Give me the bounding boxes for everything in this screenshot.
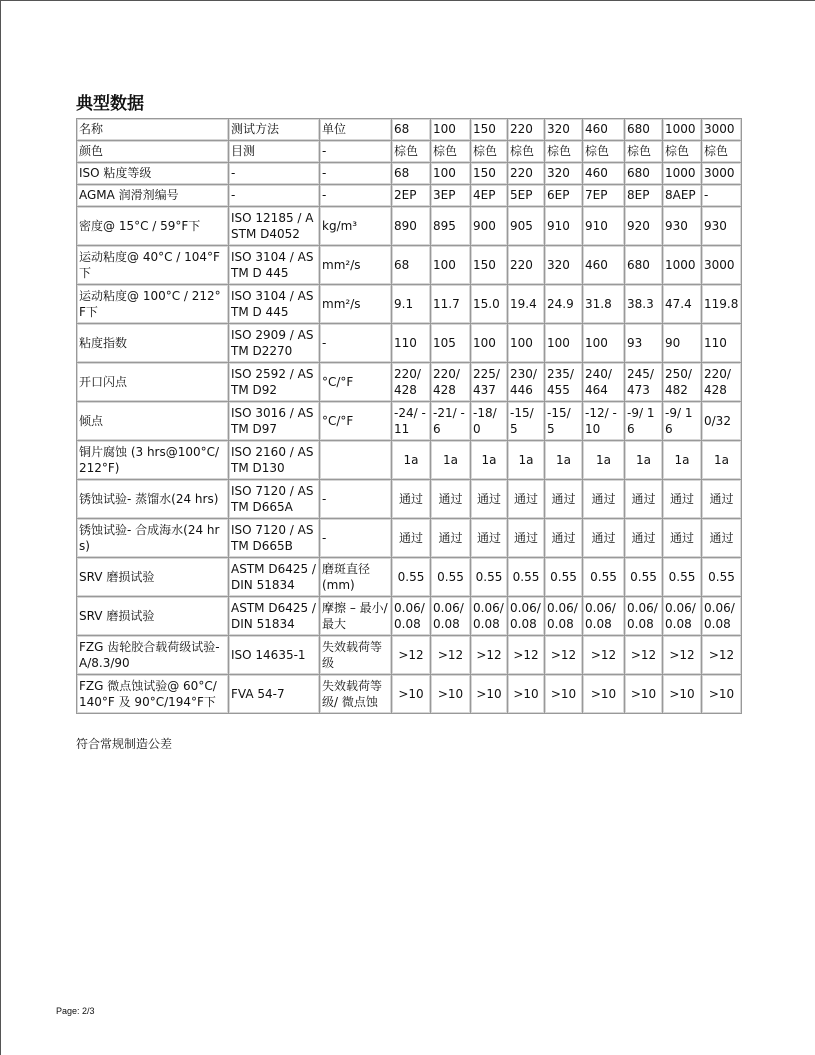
value-cell: 320	[545, 163, 583, 185]
table-row	[77, 558, 742, 597]
value-cell: 90	[663, 324, 702, 363]
value-cell: -15/ 5	[508, 402, 545, 441]
table-row	[77, 519, 742, 558]
value-cell: 930	[663, 207, 702, 246]
value-cell: 3000	[702, 246, 742, 285]
row-label-cell: 运动粘度@ 100°C / 212°F下	[77, 285, 229, 324]
value-cell: 0.55	[663, 558, 702, 597]
value-cell: -18/ 0	[471, 402, 508, 441]
value-cell: 895	[431, 207, 471, 246]
row-label-cell: SRV 磨损试验	[77, 597, 229, 636]
row-label-cell: 锈蚀试验- 合成海水(24 hrs)	[77, 519, 229, 558]
value-cell: 680	[625, 246, 663, 285]
unit-cell: °C/°F	[320, 363, 392, 402]
row-label-cell: AGMA 润滑剂编号	[77, 185, 229, 207]
value-cell: 通过	[625, 480, 663, 519]
value-cell: -12/ -10	[583, 402, 625, 441]
row-label-cell: 密度@ 15°C / 59°F下	[77, 207, 229, 246]
value-cell: 1a	[508, 441, 545, 480]
value-cell: 119.8	[702, 285, 742, 324]
row-label-cell: 运动粘度@ 40°C / 104°F下	[77, 246, 229, 285]
value-cell: 24.9	[545, 285, 583, 324]
test-method-cell: ISO 14635-1	[229, 636, 320, 675]
value-cell: 460	[583, 246, 625, 285]
value-cell: 150	[471, 119, 508, 141]
value-cell: 47.4	[663, 285, 702, 324]
unit-cell: -	[320, 185, 392, 207]
test-method-cell: ISO 2160 / ASTM D130	[229, 441, 320, 480]
value-cell: 1a	[431, 441, 471, 480]
value-cell: >12	[702, 636, 742, 675]
value-cell: 0.55	[508, 558, 545, 597]
value-cell: 0/32	[702, 402, 742, 441]
table-row	[77, 285, 742, 324]
value-cell: -21/ -6	[431, 402, 471, 441]
value-cell: 0.06/ 0.08	[471, 597, 508, 636]
table-row	[77, 363, 742, 402]
value-cell: 0.55	[583, 558, 625, 597]
value-cell: 通过	[471, 519, 508, 558]
value-cell: 100	[431, 246, 471, 285]
value-cell: 1a	[392, 441, 431, 480]
unit-cell: 单位	[320, 119, 392, 141]
test-method-cell: ISO 2592 / ASTM D92	[229, 363, 320, 402]
value-cell: >10	[545, 675, 583, 714]
value-cell: 100	[431, 163, 471, 185]
value-cell: 68	[392, 246, 431, 285]
value-cell: 棕色	[663, 141, 702, 163]
value-cell: 6EP	[545, 185, 583, 207]
value-cell: 通过	[583, 519, 625, 558]
test-method-cell: ISO 7120 / ASTM D665A	[229, 480, 320, 519]
row-label-cell: 开口闪点	[77, 363, 229, 402]
unit-cell: °C/°F	[320, 402, 392, 441]
table-row	[77, 441, 742, 480]
value-cell: >12	[545, 636, 583, 675]
value-cell: 1a	[471, 441, 508, 480]
value-cell: -24/ -11	[392, 402, 431, 441]
unit-cell: -	[320, 163, 392, 185]
value-cell: 通过	[702, 480, 742, 519]
value-cell: 100	[583, 324, 625, 363]
value-cell: >10	[583, 675, 625, 714]
unit-cell: -	[320, 480, 392, 519]
page-number: Page: 2/3	[56, 1006, 95, 1016]
value-cell: 棕色	[508, 141, 545, 163]
value-cell: 100	[545, 324, 583, 363]
table-row	[77, 185, 742, 207]
value-cell: >12	[431, 636, 471, 675]
value-cell: >12	[471, 636, 508, 675]
value-cell: 0.06/ 0.08	[392, 597, 431, 636]
value-cell: 通过	[702, 519, 742, 558]
value-cell: 920	[625, 207, 663, 246]
value-cell: 1000	[663, 119, 702, 141]
value-cell: 1a	[663, 441, 702, 480]
unit-cell: 磨斑直径 (mm)	[320, 558, 392, 597]
page-title: 典型数据	[76, 94, 144, 114]
unit-cell: 失效载荷等级	[320, 636, 392, 675]
unit-cell: 摩擦 – 最小/最大	[320, 597, 392, 636]
value-cell: 110	[702, 324, 742, 363]
value-cell: 150	[471, 246, 508, 285]
value-cell: 棕色	[392, 141, 431, 163]
unit-cell: kg/m³	[320, 207, 392, 246]
value-cell: 910	[545, 207, 583, 246]
value-cell: 105	[431, 324, 471, 363]
table-row	[77, 163, 742, 185]
value-cell: 38.3	[625, 285, 663, 324]
value-cell: 100	[508, 324, 545, 363]
value-cell: 2EP	[392, 185, 431, 207]
value-cell: 通过	[471, 480, 508, 519]
row-label-cell: ISO 粘度等级	[77, 163, 229, 185]
value-cell: 棕色	[545, 141, 583, 163]
value-cell: >12	[583, 636, 625, 675]
value-cell: 5EP	[508, 185, 545, 207]
value-cell: 0.55	[471, 558, 508, 597]
row-label-cell: 锈蚀试验- 蒸馏水(24 hrs)	[77, 480, 229, 519]
value-cell: 8AEP	[663, 185, 702, 207]
table-row	[77, 675, 742, 714]
value-cell: >12	[392, 636, 431, 675]
value-cell: 通过	[663, 480, 702, 519]
test-method-cell: ISO 3104 / ASTM D 445	[229, 285, 320, 324]
value-cell: 8EP	[625, 185, 663, 207]
value-cell: 9.1	[392, 285, 431, 324]
value-cell: >10	[625, 675, 663, 714]
value-cell: 4EP	[471, 185, 508, 207]
unit-cell	[320, 441, 392, 480]
value-cell: 680	[625, 163, 663, 185]
value-cell: 320	[545, 119, 583, 141]
row-label-cell: SRV 磨损试验	[77, 558, 229, 597]
value-cell: 7EP	[583, 185, 625, 207]
value-cell: 0.06/ 0.08	[583, 597, 625, 636]
test-method-cell: 测试方法	[229, 119, 320, 141]
value-cell: 110	[392, 324, 431, 363]
value-cell: 0.55	[625, 558, 663, 597]
value-cell: 3EP	[431, 185, 471, 207]
value-cell: 905	[508, 207, 545, 246]
value-cell: 220	[508, 163, 545, 185]
value-cell: -15/ 5	[545, 402, 583, 441]
value-cell: 通过	[545, 519, 583, 558]
value-cell: 15.0	[471, 285, 508, 324]
unit-cell: -	[320, 141, 392, 163]
value-cell: 100	[471, 324, 508, 363]
value-cell: 320	[545, 246, 583, 285]
value-cell: 930	[702, 207, 742, 246]
table-row	[77, 141, 742, 163]
value-cell: 通过	[392, 480, 431, 519]
unit-cell: -	[320, 324, 392, 363]
table-row	[77, 480, 742, 519]
table-row	[77, 324, 742, 363]
value-cell: 1a	[702, 441, 742, 480]
value-cell: 通过	[625, 519, 663, 558]
value-cell: 230/ 446	[508, 363, 545, 402]
value-cell: 0.06/ 0.08	[508, 597, 545, 636]
value-cell: 68	[392, 119, 431, 141]
value-cell: >10	[663, 675, 702, 714]
value-cell: 1000	[663, 246, 702, 285]
value-cell: 通过	[431, 519, 471, 558]
value-cell: 31.8	[583, 285, 625, 324]
value-cell: 460	[583, 163, 625, 185]
value-cell: 0.55	[545, 558, 583, 597]
test-method-cell: ISO 12185 / ASTM D4052	[229, 207, 320, 246]
test-method-cell: ISO 7120 / ASTM D665B	[229, 519, 320, 558]
value-cell: >12	[625, 636, 663, 675]
value-cell: 250/ 482	[663, 363, 702, 402]
value-cell: >12	[508, 636, 545, 675]
value-cell: 245/ 473	[625, 363, 663, 402]
test-method-cell: ISO 2909 / ASTM D2270	[229, 324, 320, 363]
value-cell: 890	[392, 207, 431, 246]
value-cell: 棕色	[702, 141, 742, 163]
value-cell: 900	[471, 207, 508, 246]
test-method-cell: ASTM D6425 / DIN 51834	[229, 558, 320, 597]
value-cell: 93	[625, 324, 663, 363]
value-cell: 棕色	[431, 141, 471, 163]
value-cell: 1a	[545, 441, 583, 480]
value-cell: 680	[625, 119, 663, 141]
table-row	[77, 597, 742, 636]
value-cell: 3000	[702, 119, 742, 141]
value-cell: 通过	[431, 480, 471, 519]
value-cell: 225/ 437	[471, 363, 508, 402]
value-cell: 0.06/ 0.08	[431, 597, 471, 636]
test-method-cell: 目测	[229, 141, 320, 163]
row-label-cell: FZG 微点蚀试验@ 60°C/ 140°F 及 90°C/194°F下	[77, 675, 229, 714]
value-cell: 0.06/ 0.08	[545, 597, 583, 636]
unit-cell: mm²/s	[320, 285, 392, 324]
test-method-cell: ISO 3016 / ASTM D97	[229, 402, 320, 441]
value-cell: 3000	[702, 163, 742, 185]
value-cell: 通过	[663, 519, 702, 558]
value-cell: 0.06/ 0.08	[702, 597, 742, 636]
table-row	[77, 636, 742, 675]
value-cell: >10	[431, 675, 471, 714]
value-cell: 通过	[583, 480, 625, 519]
value-cell: 1a	[625, 441, 663, 480]
test-method-cell: -	[229, 185, 320, 207]
value-cell: 0.55	[431, 558, 471, 597]
unit-cell: mm²/s	[320, 246, 392, 285]
page-border-left	[0, 0, 1, 1055]
row-label-cell: FZG 齿轮胶合载荷级试验-A/8.3/90	[77, 636, 229, 675]
page-border-top	[0, 0, 815, 1]
value-cell: -9/ 16	[625, 402, 663, 441]
tolerance-note: 符合常规制造公差	[76, 737, 173, 751]
value-cell: >10	[702, 675, 742, 714]
table-row	[77, 402, 742, 441]
test-method-cell: -	[229, 163, 320, 185]
value-cell: 0.55	[392, 558, 431, 597]
value-cell: >10	[508, 675, 545, 714]
value-cell: 220	[508, 119, 545, 141]
typical-data-table	[76, 118, 742, 714]
row-label-cell: 颜色	[77, 141, 229, 163]
test-method-cell: ISO 3104 / ASTM D 445	[229, 246, 320, 285]
value-cell: >10	[392, 675, 431, 714]
value-cell: 棕色	[583, 141, 625, 163]
table-header-row	[77, 119, 742, 141]
value-cell: 220	[508, 246, 545, 285]
row-label-cell: 倾点	[77, 402, 229, 441]
value-cell: 220/ 428	[702, 363, 742, 402]
value-cell: 240/ 464	[583, 363, 625, 402]
value-cell: 235/ 455	[545, 363, 583, 402]
unit-cell: 失效载荷等级/ 微点蚀	[320, 675, 392, 714]
value-cell: -9/ 16	[663, 402, 702, 441]
value-cell: 460	[583, 119, 625, 141]
value-cell: 通过	[545, 480, 583, 519]
row-label-cell: 铜片腐蚀 (3 hrs@100°C/ 212°F)	[77, 441, 229, 480]
value-cell: 220/ 428	[431, 363, 471, 402]
test-method-cell: FVA 54-7	[229, 675, 320, 714]
value-cell: 0.55	[702, 558, 742, 597]
unit-cell: -	[320, 519, 392, 558]
value-cell: 通过	[392, 519, 431, 558]
table-row	[77, 207, 742, 246]
value-cell: 68	[392, 163, 431, 185]
value-cell: 棕色	[625, 141, 663, 163]
value-cell: 1a	[583, 441, 625, 480]
value-cell: 通过	[508, 519, 545, 558]
row-label-cell: 粘度指数	[77, 324, 229, 363]
row-label-cell: 名称	[77, 119, 229, 141]
value-cell: 150	[471, 163, 508, 185]
value-cell: 棕色	[471, 141, 508, 163]
value-cell: 910	[583, 207, 625, 246]
value-cell: 0.06/ 0.08	[625, 597, 663, 636]
value-cell: 11.7	[431, 285, 471, 324]
value-cell: >12	[663, 636, 702, 675]
value-cell: >10	[471, 675, 508, 714]
value-cell: 100	[431, 119, 471, 141]
value-cell: 通过	[508, 480, 545, 519]
table-row	[77, 246, 742, 285]
value-cell: 220/ 428	[392, 363, 431, 402]
value-cell: 1000	[663, 163, 702, 185]
test-method-cell: ASTM D6425 / DIN 51834	[229, 597, 320, 636]
value-cell: 19.4	[508, 285, 545, 324]
value-cell: -	[702, 185, 742, 207]
value-cell: 0.06/ 0.08	[663, 597, 702, 636]
